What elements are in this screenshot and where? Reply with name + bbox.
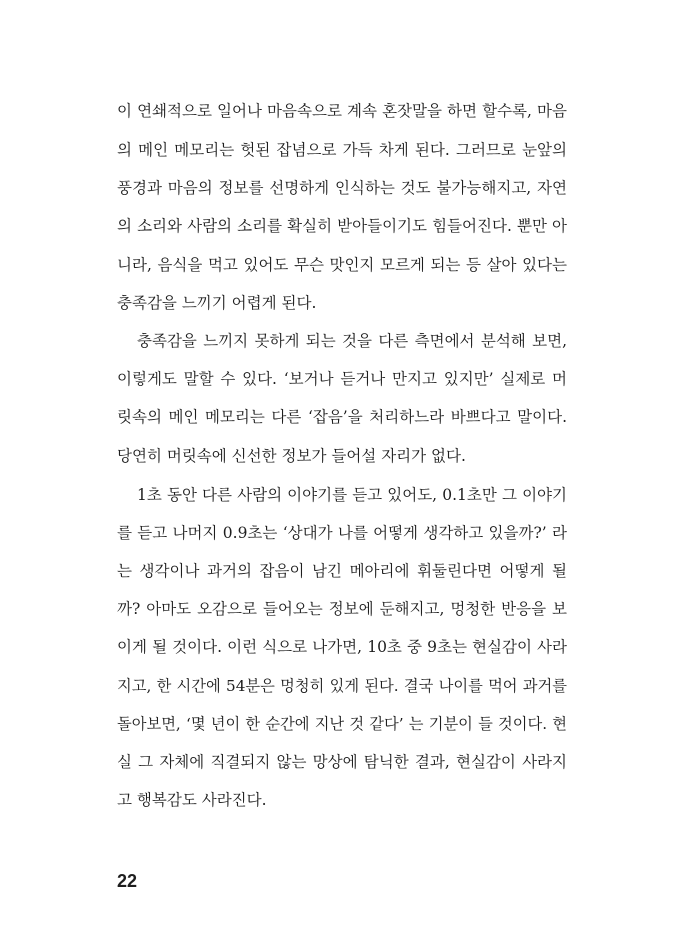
text-line: 1초 동안 다른 사람의 이야기를 듣고 있어도, 0.1초만 그 이야기 — [137, 486, 567, 504]
text-line: 이 연쇄적으로 일어나 마음속으로 계속 혼잣말을 하면 할수록, 마음 — [117, 102, 567, 120]
text-line: 고 행복감도 사라진다. — [117, 791, 267, 809]
page-number: 22 — [117, 871, 138, 891]
text-line: 의 메인 메모리는 헛된 잡념으로 가득 차게 된다. 그러므로 눈앞의 — [117, 141, 567, 159]
text-line: 충족감을 느끼기 어렵게 된다. — [117, 294, 317, 312]
text-line: 의 소리와 사람의 소리를 확실히 받아들이기도 힘들어진다. 뿐만 아 — [117, 217, 567, 235]
text-line: 까? 아마도 오감으로 들어오는 정보에 둔해지고, 멍청한 반응을 보 — [117, 600, 567, 618]
text-line: 를 듣고 나머지 0.9초는 ‘상대가 나를 어떻게 생각하고 있을까?’ 라 — [117, 524, 567, 542]
text-line: 릿속의 메인 메모리는 다른 ‘잡음’을 처리하느라 바쁘다고 말이다. — [117, 408, 567, 426]
text-line: 당연히 머릿속에 신선한 정보가 들어설 자리가 없다. — [117, 447, 466, 465]
text-line: 충족감을 느끼지 못하게 되는 것을 다른 측면에서 분석해 보면, — [137, 332, 567, 350]
text-line: 이게 될 것이다. 이런 식으로 나가면, 10초 중 9초는 현실감이 사라 — [117, 638, 567, 656]
text-line: 니라, 음식을 먹고 있어도 무슨 맛인지 모르게 되는 등 살아 있다는 — [117, 256, 567, 274]
text-line: 돌아보면, ‘몇 년이 한 순간에 지난 것 같다’ 는 기분이 들 것이다. 현 — [117, 715, 567, 733]
text-line: 지고, 한 시간에 54분은 멍청히 있게 된다. 결국 나이를 먹어 과거를 — [117, 677, 567, 695]
text-line: 실 그 자체에 직결되지 않는 망상에 탐닉한 결과, 현실감이 사라지 — [117, 753, 567, 771]
text-line: 이렇게도 말할 수 있다. ‘보거나 듣거나 만지고 있지만’ 실제로 머 — [117, 370, 567, 388]
text-line: 는 생각이나 과거의 잡음이 남긴 메아리에 휘둘린다면 어떻게 될 — [117, 562, 567, 580]
text-line: 풍경과 마음의 정보를 선명하게 인식하는 것도 불가능해지고, 자연 — [117, 179, 567, 197]
